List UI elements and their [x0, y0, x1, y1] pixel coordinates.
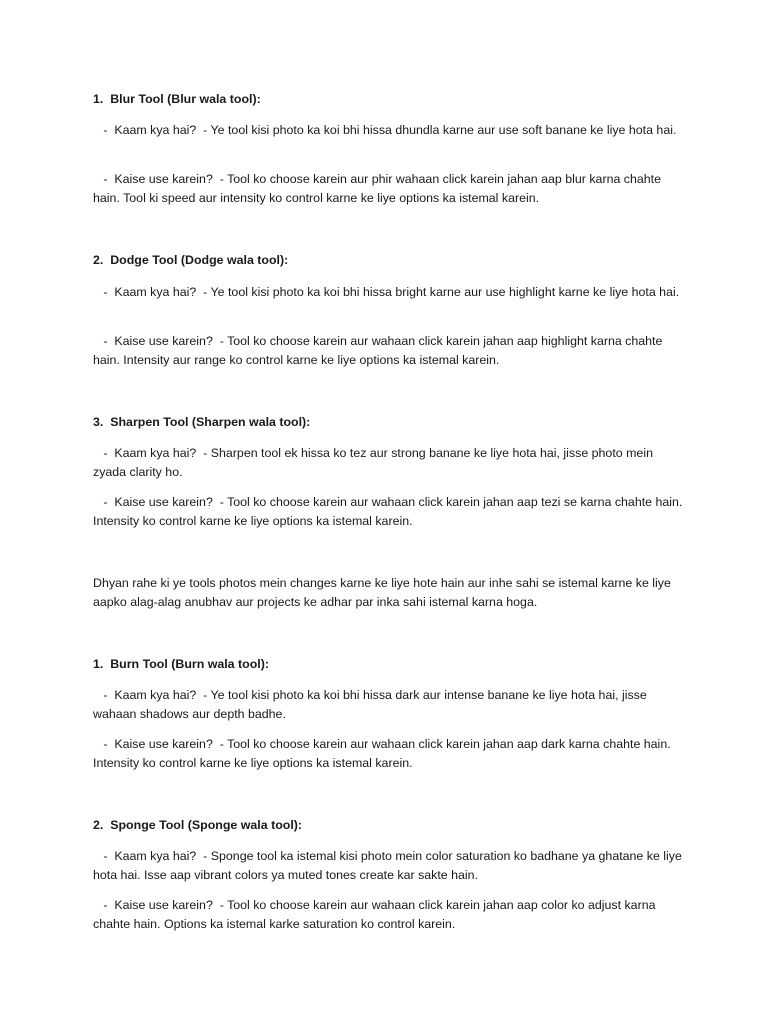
burn-kaise-paragraph: - Kaise use karein? - Tool ko choose karein aur wahaan click karein jahan aap dark karna chahte hain. Intensity ko control karne ke liye options ka istemal karein.	[93, 737, 675, 770]
section-heading-blur: 1. Blur Tool (Blur wala tool):	[93, 92, 261, 106]
sponge-kaise-paragraph: - Kaise use karein? - Tool ko choose karein aur wahaan click karein jahan aap color ko adjust karna chahte hain. Options ka istemal karke saturation ko control karein.	[93, 898, 659, 931]
sponge-kaam-paragraph: - Kaam kya hai? - Sponge tool ka istemal kisi photo mein color saturation ko badhane ya ghatane ke liye hota hai. Isse aap vibrant colors ya muted tones create kar sakte hain.	[93, 849, 686, 882]
section-heading-burn: 1. Burn Tool (Burn wala tool):	[93, 657, 269, 671]
section-heading-sponge: 2. Sponge Tool (Sponge wala tool):	[93, 818, 303, 832]
section-heading-dodge: 2. Dodge Tool (Dodge wala tool):	[93, 253, 289, 267]
sharpen-kaise-paragraph: - Kaise use karein? - Tool ko choose karein aur wahaan click karein jahan aap tezi se karna chahte hain. Intensity ko control karne ke liye options ka istemal karein.	[93, 495, 686, 528]
dodge-kaise-paragraph: - Kaise use karein? - Tool ko choose karein aur wahaan click karein jahan aap highlight karna chahte hain. Intensity aur range ko control karne ke liye options ka istemal karein.	[93, 334, 666, 367]
blur-kaam-paragraph: - Kaam kya hai? - Ye tool kisi photo ka koi bhi hissa dhundla karne aur use soft banane ke liye hota hai.	[93, 123, 677, 137]
blur-kaise-paragraph: - Kaise use karein? - Tool ko choose karein aur phir wahaan click karein jahan aap blur karna chahte hain. Tool ki speed aur intensity ko control karne ke liye options ka istemal karein.	[93, 172, 665, 205]
sharpen-kaam-paragraph: - Kaam kya hai? - Sharpen tool ek hissa ko tez aur strong banane ke liye hota hai, jisse photo mein zyada clarity ho.	[93, 446, 657, 479]
dodge-kaam-paragraph: - Kaam kya hai? - Ye tool kisi photo ka koi bhi hissa bright karne aur use highlight karne ke liye hota hai.	[93, 285, 680, 299]
burn-kaam-paragraph: - Kaam kya hai? - Ye tool kisi photo ka koi bhi hissa dark aur intense banane ke liye hota hai, jisse wahaan shadows aur depth badhe.	[93, 688, 651, 721]
section-heading-sharpen: 3. Sharpen Tool (Sharpen wala tool):	[93, 415, 311, 429]
note-paragraph: Dhyan rahe ki ye tools photos mein changes karne ke liye hote hain aur inhe sahi se istemal karne ke liye aapko alag-alag anubhav aur projects ke adhar par inka sahi istemal karna hoga.	[93, 576, 675, 609]
